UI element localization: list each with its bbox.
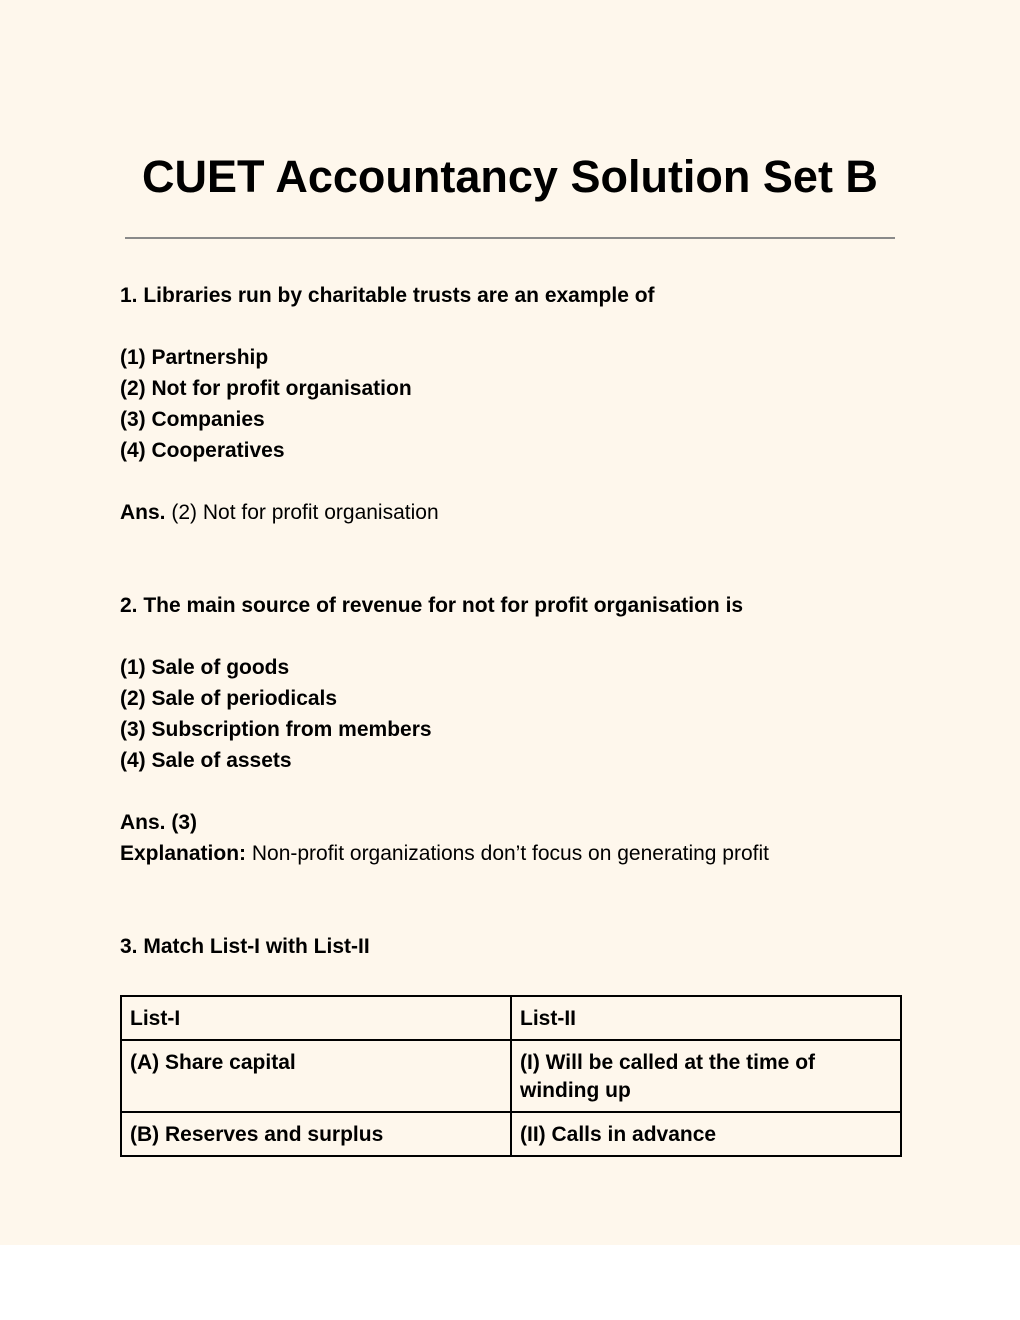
explanation-text: Non-profit organizations don’t focus on generating profit	[246, 842, 769, 865]
answer-line	[120, 807, 910, 838]
answer-label: Ans. (3)	[120, 811, 198, 834]
question-3	[120, 931, 910, 1157]
explanation-line	[120, 838, 910, 869]
table-cell: (A) Share capital	[121, 1040, 511, 1112]
table-cell: (I) Will be called at the time of winding up	[511, 1040, 901, 1112]
table-header-row	[121, 996, 901, 1040]
table-cell: (II) Calls in advance	[511, 1112, 901, 1156]
option-item: (3) Subscription from members	[120, 718, 432, 741]
document-content	[120, 280, 910, 1157]
answer-label: Ans.	[120, 501, 166, 524]
question-2	[120, 590, 910, 869]
table-row	[121, 1040, 901, 1112]
explanation-label: Explanation:	[120, 842, 247, 865]
table-header-cell: List-II	[511, 996, 901, 1040]
question-text: 2. The main source of revenue for not for profit organisation is	[120, 594, 744, 617]
page-title: CUET Accountancy Solution Set B	[142, 151, 878, 202]
table-header-cell: List-I	[121, 996, 511, 1040]
answer-line	[120, 497, 910, 528]
option-item: (3) Companies	[120, 408, 265, 431]
match-table	[120, 995, 902, 1157]
question-1	[120, 280, 910, 528]
table-cell: (B) Reserves and surplus	[121, 1112, 511, 1156]
option-item: (4) Cooperatives	[120, 439, 285, 462]
title-divider	[125, 237, 895, 239]
option-item: (2) Sale of periodicals	[120, 687, 338, 710]
option-item: (1) Sale of goods	[120, 656, 290, 679]
option-item: (4) Sale of assets	[120, 749, 292, 772]
answer-text: (2) Not for profit organisation	[165, 501, 439, 524]
question-text: 3. Match List-I with List-II	[120, 935, 370, 958]
option-item: (1) Partnership	[120, 346, 269, 369]
option-item: (2) Not for profit organisation	[120, 377, 412, 400]
question-text: 1. Libraries run by charitable trusts are an example of	[120, 284, 655, 307]
table-row	[121, 1112, 901, 1156]
